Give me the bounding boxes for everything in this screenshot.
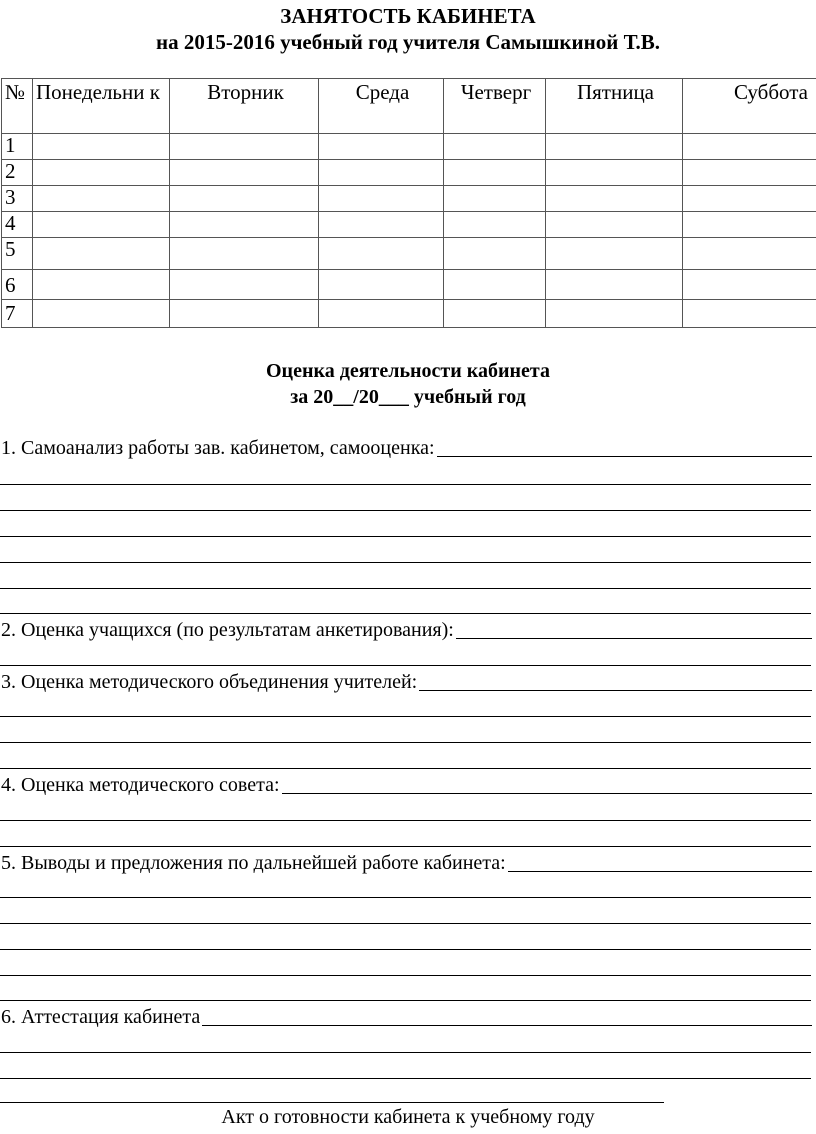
question-label: 3. Оценка методического объединения учителей: xyxy=(1,671,418,693)
table-cell[interactable] xyxy=(170,186,319,212)
schedule-header-row xyxy=(2,79,816,134)
table-cell[interactable] xyxy=(33,238,170,270)
row-number: 5 xyxy=(2,238,33,270)
table-cell[interactable] xyxy=(319,270,444,300)
question-label: 4. Оценка методического совета: xyxy=(1,774,280,796)
column-header: Среда xyxy=(319,79,444,134)
question-label: 6. Аттестация кабинета xyxy=(1,1006,201,1028)
answer-line[interactable] xyxy=(0,588,811,589)
answer-line[interactable] xyxy=(0,949,811,950)
answer-underline[interactable] xyxy=(419,690,812,691)
answer-line[interactable] xyxy=(0,536,811,537)
answer-underline[interactable] xyxy=(508,871,812,872)
table-cell[interactable] xyxy=(33,270,170,300)
table-cell[interactable] xyxy=(319,160,444,186)
answer-line[interactable] xyxy=(0,1052,811,1053)
answer-line[interactable] xyxy=(0,1102,664,1103)
row-number: 2 xyxy=(2,160,33,186)
table-row xyxy=(2,270,816,300)
table-cell[interactable] xyxy=(170,160,319,186)
table-cell[interactable] xyxy=(444,160,546,186)
answer-line[interactable] xyxy=(0,975,811,976)
table-cell[interactable] xyxy=(444,186,546,212)
table-cell[interactable] xyxy=(444,300,546,328)
table-cell[interactable] xyxy=(444,134,546,160)
answer-line[interactable] xyxy=(0,484,811,485)
table-cell[interactable] xyxy=(170,270,319,300)
row-number: 3 xyxy=(2,186,33,212)
question-methodical-association[interactable] xyxy=(1,666,812,694)
table-cell[interactable] xyxy=(33,212,170,238)
table-cell[interactable] xyxy=(444,212,546,238)
question-certification[interactable] xyxy=(1,1001,812,1029)
table-row xyxy=(2,160,816,186)
column-header: Вторник xyxy=(170,79,319,134)
table-cell[interactable] xyxy=(170,300,319,328)
question-label: 5. Выводы и предложения по дальнейшей работе кабинета: xyxy=(1,852,506,874)
question-self-analysis[interactable] xyxy=(1,432,812,460)
schedule-table xyxy=(1,78,816,328)
table-cell[interactable] xyxy=(683,300,816,328)
table-cell[interactable] xyxy=(683,186,816,212)
table-cell[interactable] xyxy=(546,270,683,300)
table-cell[interactable] xyxy=(170,134,319,160)
column-header: № xyxy=(2,79,33,134)
table-row xyxy=(2,300,816,328)
row-number: 1 xyxy=(2,134,33,160)
evaluation-subtitle: за 20__/20___ учебный год xyxy=(290,386,526,408)
table-cell[interactable] xyxy=(546,186,683,212)
column-header: Четверг xyxy=(444,79,546,134)
act-heading: Акт о готовности кабинета к учебному году xyxy=(221,1106,595,1128)
table-cell[interactable] xyxy=(546,160,683,186)
answer-line[interactable] xyxy=(0,742,811,743)
table-cell[interactable] xyxy=(170,238,319,270)
table-cell[interactable] xyxy=(33,160,170,186)
question-students-rating[interactable] xyxy=(1,614,812,642)
row-number: 4 xyxy=(2,212,33,238)
evaluation-title: Оценка деятельности кабинета xyxy=(266,360,550,382)
answer-underline[interactable] xyxy=(282,793,812,794)
table-row xyxy=(2,212,816,238)
table-cell[interactable] xyxy=(546,134,683,160)
table-cell[interactable] xyxy=(33,134,170,160)
table-cell[interactable] xyxy=(683,160,816,186)
answer-underline[interactable] xyxy=(456,638,812,639)
question-methodical-council[interactable] xyxy=(1,769,812,797)
page-subtitle: на 2015-2016 учебный год учителя Самышкиной Т.В. xyxy=(155,30,660,54)
table-cell[interactable] xyxy=(319,186,444,212)
column-header: Понедельни к xyxy=(33,79,170,134)
table-cell[interactable] xyxy=(33,300,170,328)
table-cell[interactable] xyxy=(319,212,444,238)
column-header: Суббота xyxy=(683,79,816,134)
table-cell[interactable] xyxy=(319,300,444,328)
answer-line[interactable] xyxy=(0,1078,811,1079)
table-row xyxy=(2,134,816,160)
answer-line[interactable] xyxy=(0,923,811,924)
answer-line[interactable] xyxy=(0,562,811,563)
page-title: ЗАНЯТОСТЬ КАБИНЕТА xyxy=(280,4,536,28)
row-number: 7 xyxy=(2,300,33,328)
table-cell[interactable] xyxy=(546,212,683,238)
question-label: 1. Самоанализ работы зав. кабинетом, самооценка: xyxy=(1,437,435,459)
table-row xyxy=(2,238,816,270)
table-cell[interactable] xyxy=(683,238,816,270)
table-row xyxy=(2,186,816,212)
table-cell[interactable] xyxy=(33,186,170,212)
table-cell[interactable] xyxy=(546,238,683,270)
answer-underline[interactable] xyxy=(437,456,812,457)
answer-underline[interactable] xyxy=(202,1025,812,1026)
answer-line[interactable] xyxy=(0,510,811,511)
question-label: 2. Оценка учащихся (по результатам анкетирования): xyxy=(1,619,454,641)
answer-line[interactable] xyxy=(0,820,811,821)
table-cell[interactable] xyxy=(683,270,816,300)
table-cell[interactable] xyxy=(444,238,546,270)
table-cell[interactable] xyxy=(319,134,444,160)
table-cell[interactable] xyxy=(444,270,546,300)
column-header: Пятница xyxy=(546,79,683,134)
table-cell[interactable] xyxy=(546,300,683,328)
table-cell[interactable] xyxy=(170,212,319,238)
answer-line[interactable] xyxy=(0,897,811,898)
row-number: 6 xyxy=(2,270,33,300)
question-conclusions[interactable] xyxy=(1,847,812,875)
table-cell[interactable] xyxy=(319,238,444,270)
table-cell[interactable] xyxy=(683,134,816,160)
answer-line[interactable] xyxy=(0,716,811,717)
table-cell[interactable] xyxy=(683,212,816,238)
